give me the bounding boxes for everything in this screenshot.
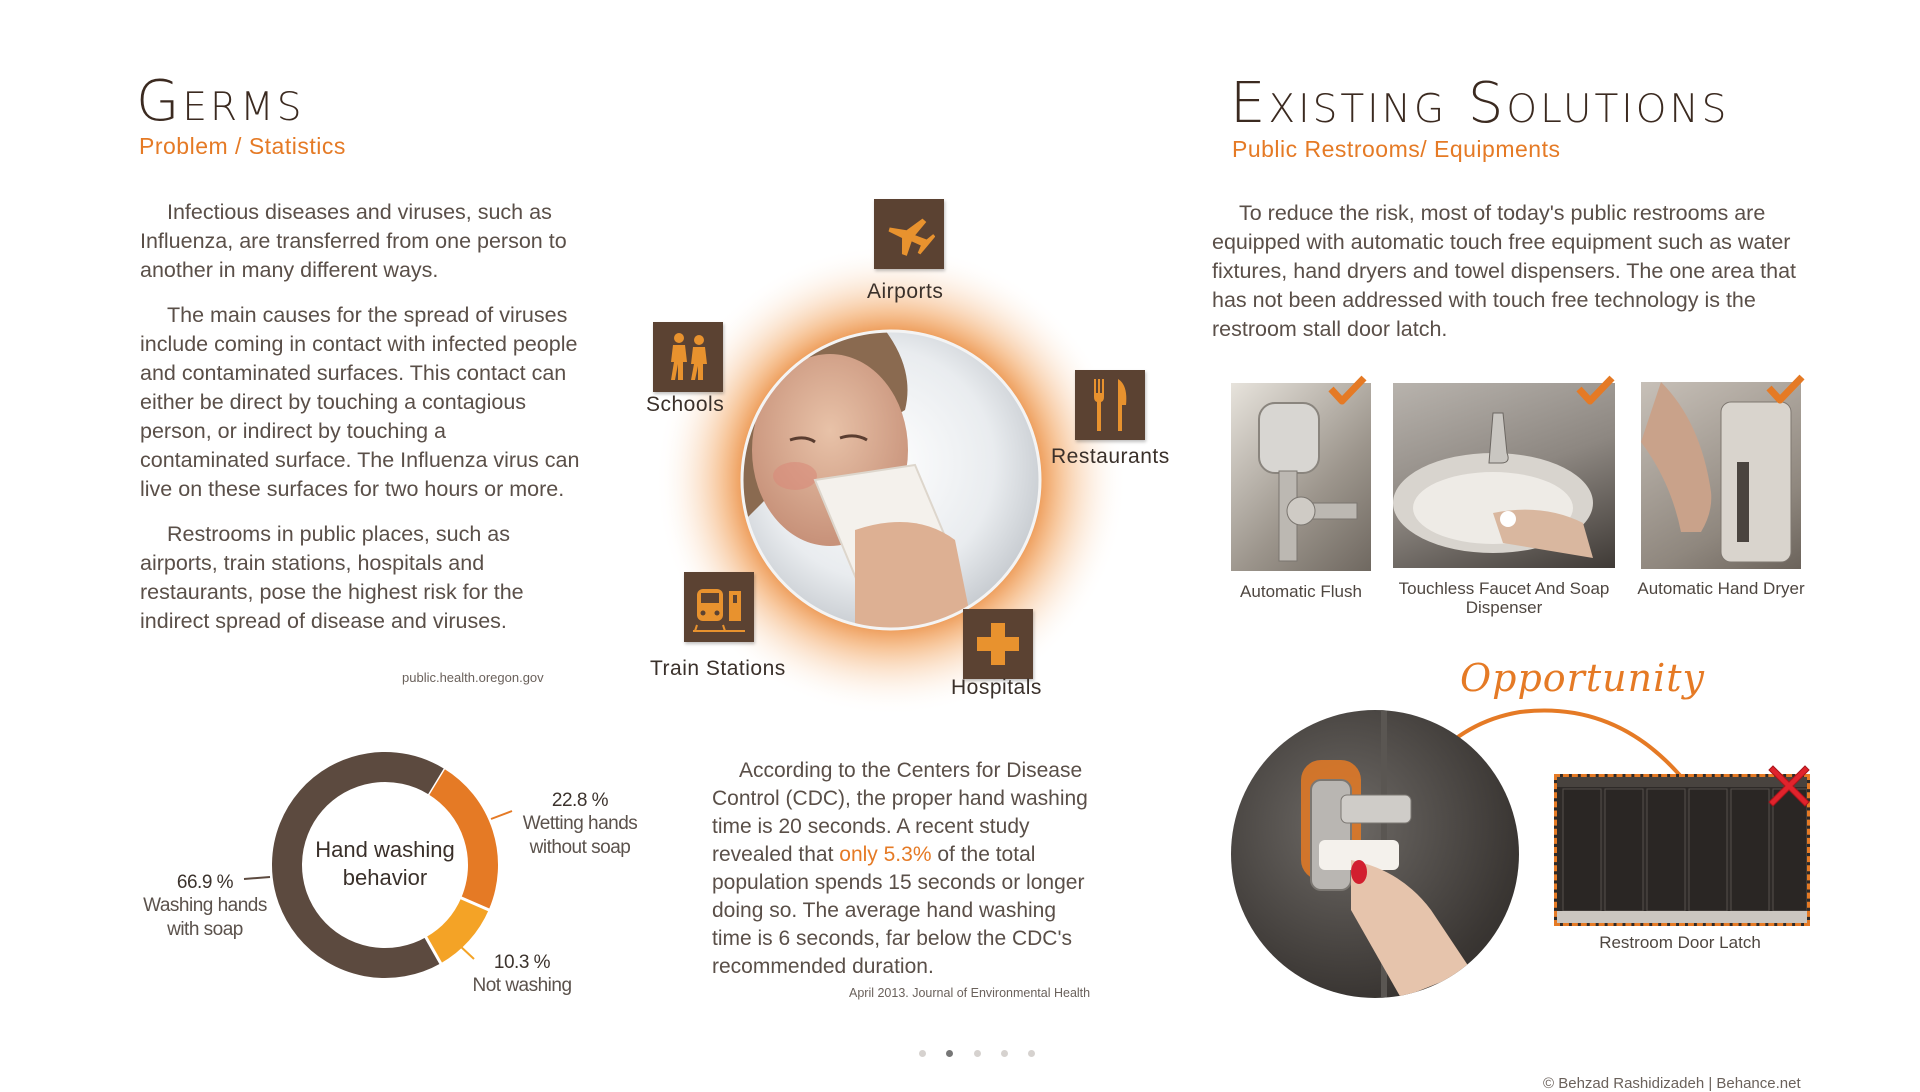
airports-label: Airports [867, 280, 944, 303]
footer-credit: © Behzad Rashidizadeh | Behance.net [1543, 1075, 1801, 1092]
automatic-flush-caption-text: Automatic Flush [1240, 582, 1362, 601]
donut-text-washing-soap-1: Washing hands [143, 895, 267, 916]
train-icon [684, 572, 754, 642]
cdc-text-after: of the total population spends 15 seconds or longer doing so. The average hand washing time is 6 seconds, far below the CDC's recommended duration. [712, 843, 1085, 978]
hand-dryer-photo [1641, 382, 1801, 569]
touchless-faucet-photo [1393, 383, 1615, 568]
pagination-dots [907, 1044, 1047, 1062]
cdc-paragraph [712, 757, 1097, 981]
germs-paragraph-2: The main causes for the spread of viruses include coming in contact with infected people and contaminated surfaces. This contact can either be direct by touching a contagious person, or indirect by touching a contaminated surface. The Influenza virus can live on these surfaces for two hours or more. [140, 303, 580, 501]
hand-dryer-caption [1626, 579, 1816, 598]
check-icon [1328, 375, 1368, 407]
door-latch-photo [1231, 710, 1519, 998]
donut-text-not-washing: Not washing [472, 975, 572, 996]
schools-label: Schools [646, 393, 725, 416]
opportunity-label: Opportunity [1460, 656, 1705, 700]
donut-label-washing-soap [135, 872, 275, 942]
donut-text-washing-soap-2: with soap [167, 919, 243, 940]
cdc-highlight: only 5.3% [839, 843, 932, 866]
donut-pct-washing-soap: 66.9 % [176, 872, 234, 893]
germs-text [140, 198, 580, 636]
medical-cross-icon [963, 609, 1033, 679]
solutions-title: Existing Solutions [1230, 71, 1730, 136]
page-dot-5[interactable] [1028, 1050, 1035, 1057]
touchless-faucet-caption-2: Dispenser [1465, 598, 1543, 617]
donut-leader-lines [240, 780, 540, 980]
page-dot-2[interactable] [946, 1050, 953, 1057]
donut-text-wetting-2: without soap [529, 837, 631, 858]
solutions-subtitle: Public Restrooms/ Equipments [1232, 136, 1561, 162]
page-dot-3[interactable] [974, 1050, 981, 1057]
germs-title: Germs [136, 69, 305, 134]
page-dot-4[interactable] [1001, 1050, 1008, 1057]
cdc-text-before: According to the Centers for Disease Control (CDC), the proper hand washing time is 20 seconds. A recent study revealed that [712, 759, 1088, 866]
hospitals-label: Hospitals [951, 676, 1042, 699]
page-dot-1[interactable] [919, 1050, 926, 1057]
donut-text-wetting-1: Wetting hands [522, 813, 638, 834]
solutions-paragraph: To reduce the risk, most of today's public restrooms are equipped with automatic touch free equipment such as water fixtures, hand dryers and towel dispensers. The one area that has not been addressed with touch free technology is the restroom stall door latch. [1212, 201, 1797, 341]
donut-label-not-washing [467, 952, 577, 998]
donut-center-line1: Hand washing [315, 837, 455, 862]
train-stations-label: Train Stations [650, 657, 786, 680]
fork-knife-icon [1075, 370, 1145, 440]
check-icon [1766, 374, 1806, 406]
restroom-door-latch-caption: Restroom Door Latch [1599, 933, 1761, 952]
hand-dryer-caption-text: Automatic Hand Dryer [1637, 579, 1805, 598]
germs-source: public.health.oregon.gov [402, 670, 544, 685]
cdc-source: April 2013. Journal of Environmental Health [849, 986, 1091, 1000]
restaurants-label: Restaurants [1051, 445, 1170, 468]
automatic-flush-photo [1231, 383, 1371, 571]
donut-pct-not-washing: 10.3 % [493, 952, 551, 973]
touchless-faucet-caption [1384, 579, 1624, 617]
germs-paragraph-3: Restrooms in public places, such as airports, train stations, hospitals and restaurants, pose the highest risk for the indirect spread of disease and viruses. [140, 522, 524, 633]
sneeze-photo-circle [655, 240, 1155, 720]
check-icon [1576, 375, 1616, 407]
germs-subtitle: Problem / Statistics [139, 133, 346, 159]
donut-pct-wetting: 22.8 % [551, 790, 609, 811]
touchless-faucet-caption-1: Touchless Faucet And Soap [1398, 579, 1610, 598]
airplane-icon [874, 199, 944, 269]
people-walking-icon [653, 322, 723, 392]
automatic-flush-caption [1226, 582, 1376, 601]
donut-label-wetting [515, 790, 645, 860]
x-mark-icon [1763, 760, 1815, 812]
donut-center-line2: behavior [342, 865, 428, 890]
germs-paragraph-1: Infectious diseases and viruses, such as Influenza, are transferred from one person to another in many different ways. [140, 200, 567, 282]
